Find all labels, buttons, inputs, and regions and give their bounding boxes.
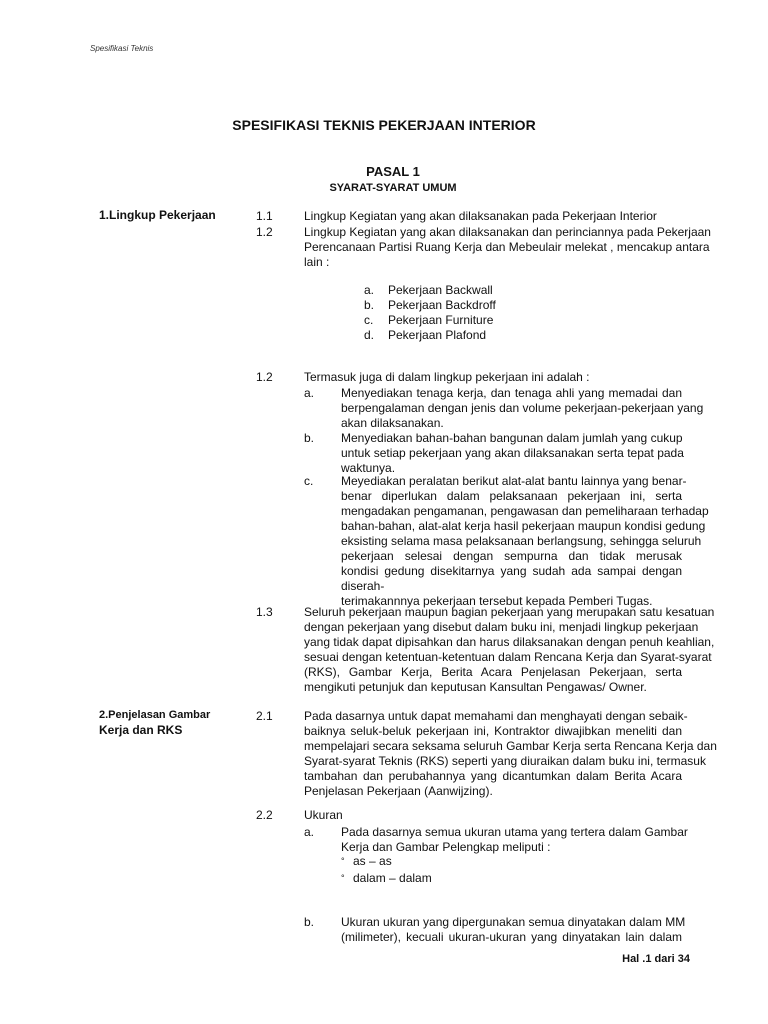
list-item: c. Pekerjaan Furniture xyxy=(364,313,494,327)
measure-bullets xyxy=(341,853,432,887)
subitem-text: Ukuran ukuran yang dipergunakan semua dinyatakan dalam MM (milimeter), kecuali ukuran-ukuran yang dinyatakan lain dalam xyxy=(341,915,686,944)
list-item: ° as – as xyxy=(341,854,392,868)
item-number: 2.1 xyxy=(256,709,273,723)
subitem-letter: a. xyxy=(304,825,315,839)
item-text: Termasuk juga di dalam lingkup pekerjaan ini adalah : xyxy=(304,370,590,384)
item-text: Ukuran xyxy=(304,808,343,822)
item-number: 1.2 xyxy=(256,225,273,239)
item-number: 1.1 xyxy=(256,209,273,223)
subitem-letter: b. xyxy=(304,915,315,929)
list-item: b. Pekerjaan Backdroff xyxy=(364,298,496,312)
section-2-label: 2.Penjelasan Gambar xyxy=(99,709,211,721)
item-number: 2.2 xyxy=(256,808,273,822)
item-text: Lingkup Kegiatan yang akan dilaksanakan pada Pekerjaan Interior xyxy=(304,209,657,223)
page-number: Hal .1 dari 34 xyxy=(622,953,690,965)
subitem-text: Meyediakan peralatan berikut alat-alat bantu lainnya yang benar- benar diperlukan dalam pelaksanaan pekerjaan ini, serta mengadakan pengamanan, pengawasan dan pemeliharaan terhadap bahan-bahan, alat-alat kerja hasil pekerjaan maupun kondisi gedung eksisting selama masa pelaksanaan berlangsung, sehingga seluruh pekerjaan selesai dengan sempurna dan tidak merusak kondisi gedung disekitarnya yang sudah ada sampai dengan diserah- terimakannnya pekerjaan tersebut kepada Pemberi Tugas. xyxy=(341,474,709,608)
pasal-subtitle: SYARAT-SYARAT UMUM xyxy=(329,182,457,194)
item-text: Pada dasarnya untuk dapat memahami dan menghayati dengan sebaik- baiknya seluk-beluk pekerjaan ini, Kontraktor diwajibkan meneliti dan mempelajari secara seksama seluruh Gambar Kerja serta Rencana Kerja dan Syarat-syarat Teknis (RKS) seperti yang diuraikan dalam buku ini, termasuk tambahan dan perubahannya yang dicantumkan dalam Berita Acara Penjelasan Pekerjaan (Aanwijzing). xyxy=(304,709,717,798)
item-text: Seluruh pekerjaan maupun bagian pekerjaan yang merupakan satu kesatuan dengan pekerjaan yang disebut dalam buku ini, menjadi lingkup pekerjaan yang tidak dapat dipisahkan dan harus dilaksanakan dengan penuh keahlian, sesuai dengan ketentuan-ketentuan dalam Rencana Kerja dan Syarat-syarat (RKS), Gambar Kerja, Berita Acara Penjelasan Pekerjaan, serta mengikuti petunjuk dan keputusan Kansultan Pengawas/ Owner. xyxy=(304,605,715,694)
document-title: SPESIFIKASI TEKNIS PEKERJAAN INTERIOR xyxy=(232,117,536,133)
list-item: ° dalam – dalam xyxy=(341,871,432,885)
list-item: d. Pekerjaan Plafond xyxy=(364,328,487,342)
subitem-letter: c. xyxy=(304,474,314,488)
subitem-text: Menyediakan tenaga kerja, dan tenaga ahli yang memadai dan berpengalaman dengan jenis dan volume pekerjaan-pekerjaan yang akan dilaksanakan. xyxy=(341,386,704,430)
section-1-label: 1.Lingkup Pekerjaan xyxy=(99,208,216,222)
list-item: a. Pekerjaan Backwall xyxy=(364,283,493,297)
running-header: Spesifikasi Teknis xyxy=(90,44,154,53)
item-number: 1.3 xyxy=(256,605,273,619)
subitem-text: Menyediakan bahan-bahan bangunan dalam jumlah yang cukup untuk setiap pekerjaan yang akan dilaksanakan serta tepat pada waktunya. xyxy=(341,431,684,475)
subitem-text: Pada dasarnya semua ukuran utama yang tertera dalam Gambar Kerja dan Gambar Pelengkap meliputi : xyxy=(341,825,688,854)
item-number: 1.2 xyxy=(256,370,273,384)
section-2-label: Kerja dan RKS xyxy=(99,723,183,737)
pasal-heading: PASAL 1 xyxy=(366,164,420,179)
subitem-letter: a. xyxy=(304,386,315,400)
item-text: Lingkup Kegiatan yang akan dilaksanakan dan perinciannya pada Pekerjaan Perencanaan Partisi Ruang Kerja dan Mebeulair melekat , mencakup antara lain : xyxy=(304,225,711,269)
subitem-letter: b. xyxy=(304,431,315,445)
work-list xyxy=(364,283,496,343)
